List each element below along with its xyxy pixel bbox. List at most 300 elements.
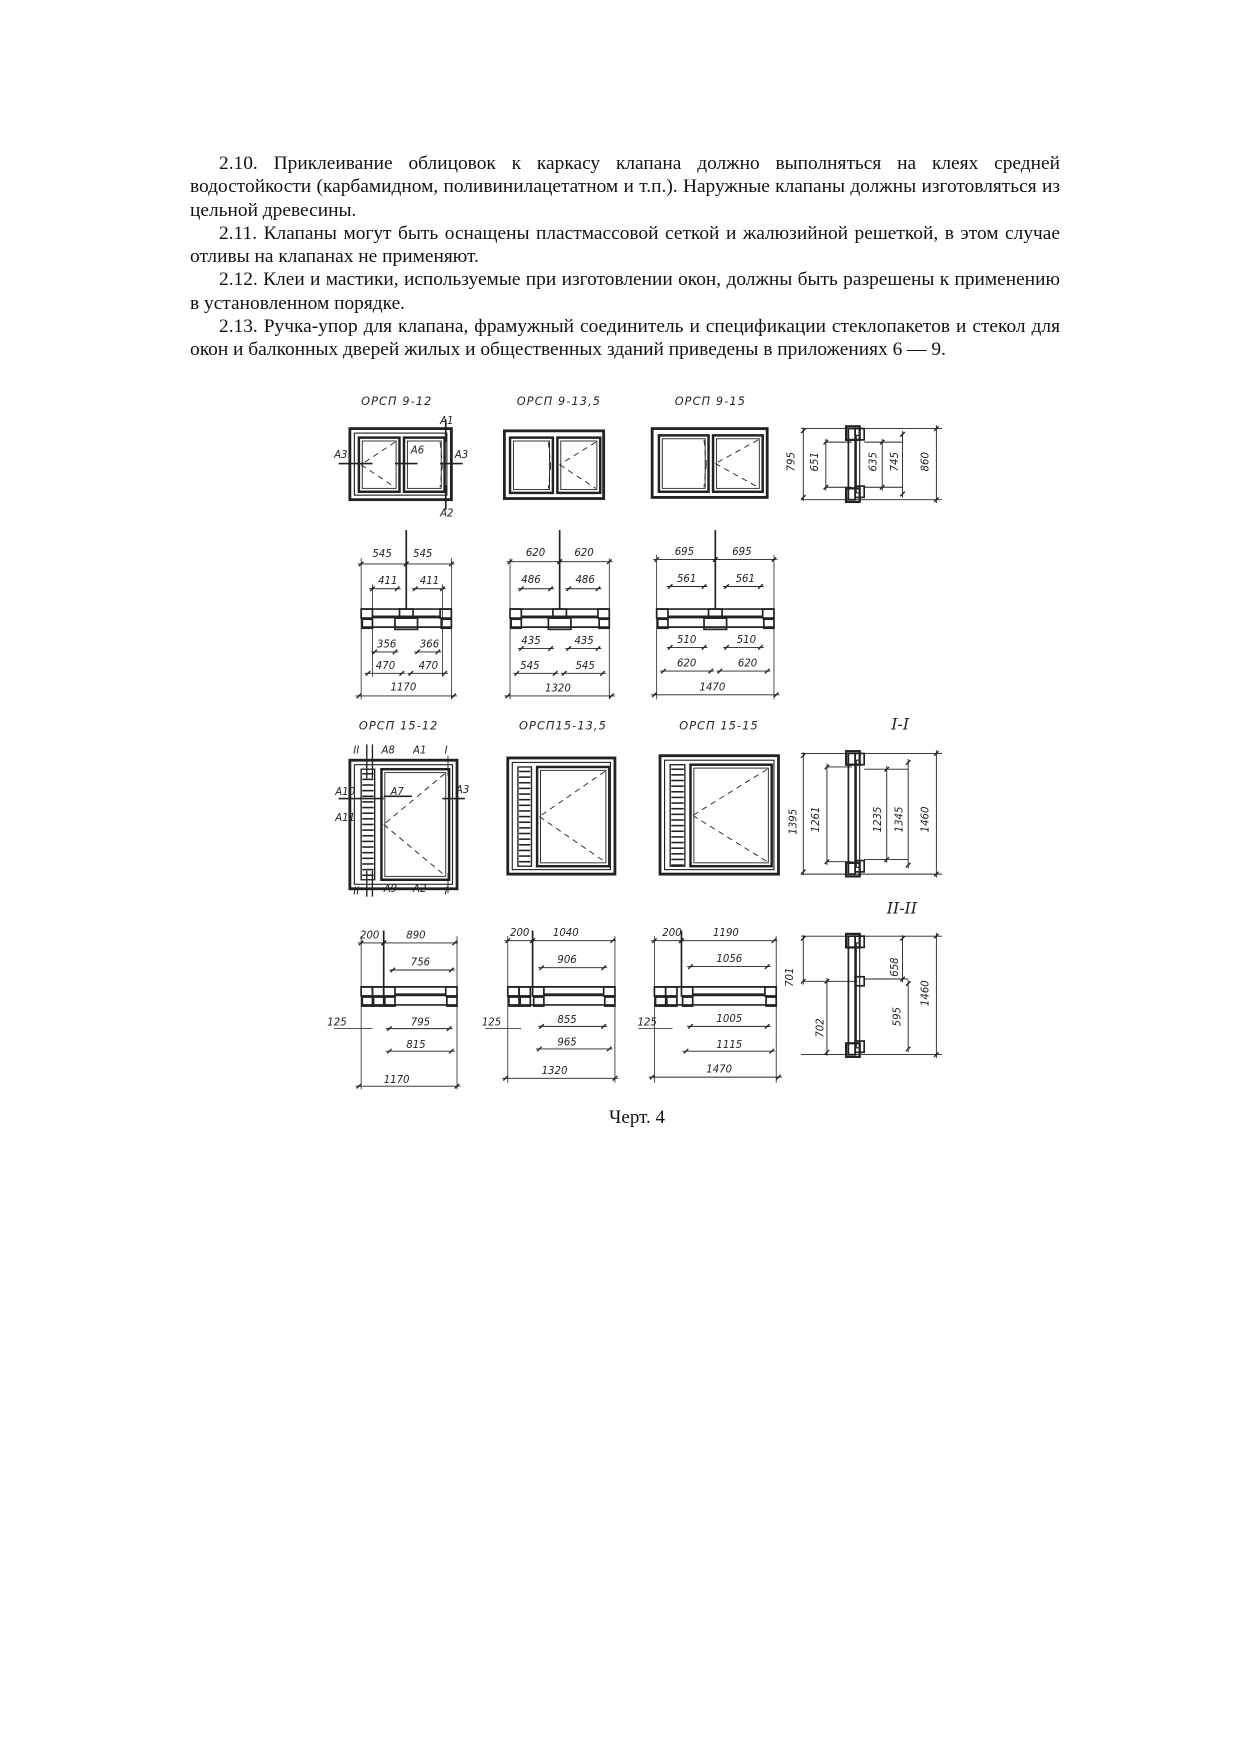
paragraph-2-12: 2.12. Клеи и мастики, используемые при изготовлении окон, должны быть разрешены к применению в установленном порядке. bbox=[190, 269, 1060, 314]
drawing-line bbox=[415, 650, 420, 655]
frame-rect bbox=[374, 997, 384, 1006]
frame-rect bbox=[604, 987, 615, 996]
frame-rect bbox=[683, 997, 693, 1006]
frame-rect bbox=[548, 618, 571, 629]
dim-label: 855 bbox=[557, 1014, 577, 1026]
frame-rect bbox=[846, 488, 860, 502]
dim-label: 561 bbox=[676, 573, 697, 585]
frame-rect bbox=[362, 441, 396, 488]
drawing-line bbox=[519, 587, 524, 592]
drawing-line bbox=[906, 760, 911, 765]
mark: A3 bbox=[455, 784, 470, 796]
drawing-line bbox=[934, 1052, 939, 1057]
drawing-line bbox=[652, 938, 657, 943]
mark: II bbox=[353, 745, 360, 757]
mark: A11 bbox=[335, 813, 356, 825]
mark: A3 bbox=[454, 449, 469, 461]
drawing-line bbox=[758, 645, 763, 650]
drawing-line bbox=[801, 936, 806, 941]
dim-label: 470 bbox=[418, 660, 439, 672]
frame-rect bbox=[855, 936, 864, 947]
dim-label: 1470 bbox=[706, 1064, 733, 1076]
frame-rect bbox=[681, 987, 692, 996]
drawing-line bbox=[566, 587, 571, 592]
drawing-line bbox=[539, 771, 604, 816]
frame-rect bbox=[855, 753, 864, 764]
frame-rect bbox=[446, 987, 457, 996]
drawing-line bbox=[548, 465, 550, 489]
drawing-line bbox=[609, 694, 614, 699]
dim-label: 200 bbox=[360, 930, 380, 942]
drawing-line bbox=[449, 1049, 454, 1054]
dim-label: 635 bbox=[868, 452, 880, 472]
frame-rect bbox=[704, 618, 727, 629]
frame-rect bbox=[763, 609, 774, 618]
frame-rect bbox=[846, 934, 860, 948]
drawing-line bbox=[702, 645, 707, 650]
mark: A2 bbox=[413, 884, 427, 896]
frame-rect bbox=[656, 997, 666, 1006]
drawing-line bbox=[688, 1024, 693, 1029]
title-orsp-15-12: ОРСП 15-12 bbox=[358, 719, 439, 733]
frame-rect bbox=[359, 438, 400, 492]
frame-rect bbox=[716, 439, 759, 489]
title-orsp-15-15: ОРСП 15-15 bbox=[679, 719, 759, 733]
frame-rect bbox=[855, 429, 864, 440]
frame-rect bbox=[561, 441, 597, 489]
drawing-line bbox=[596, 587, 601, 592]
frame-rect bbox=[856, 760, 859, 867]
drawing-line bbox=[715, 440, 758, 464]
drawing-line bbox=[825, 1050, 830, 1055]
drawing-line bbox=[825, 859, 830, 864]
drawing-line bbox=[566, 646, 571, 651]
frame-rect bbox=[407, 441, 441, 488]
dim-label: 1470 bbox=[699, 682, 726, 694]
drawing-line bbox=[684, 1049, 689, 1054]
frame-rect bbox=[765, 987, 776, 996]
frame-rect bbox=[766, 997, 776, 1006]
drawing-line bbox=[596, 646, 601, 651]
drawing-line bbox=[515, 671, 520, 676]
drawing-line bbox=[769, 1049, 774, 1054]
section-label-II: II-II bbox=[886, 898, 918, 918]
frame-rect bbox=[848, 936, 855, 1054]
drawing-line bbox=[934, 751, 939, 756]
frame-rect bbox=[361, 609, 372, 618]
frame-rect bbox=[519, 987, 530, 996]
dim-label: 1460 bbox=[920, 806, 932, 833]
dim-label: 651 bbox=[809, 452, 821, 472]
dim-label: 890 bbox=[406, 930, 426, 942]
drawing-line bbox=[668, 584, 673, 589]
drawing-line bbox=[449, 562, 454, 567]
dim-label: 1170 bbox=[383, 1074, 410, 1086]
drawing-line bbox=[404, 562, 409, 567]
dim-label: 545 bbox=[575, 660, 595, 672]
mark: A2 bbox=[440, 508, 454, 520]
frame-rect bbox=[659, 435, 709, 491]
drawing-line bbox=[539, 817, 604, 862]
drawing-line bbox=[601, 965, 606, 970]
dim-label: 702 bbox=[815, 1018, 827, 1038]
drawing-line bbox=[366, 671, 371, 676]
drawing-line bbox=[413, 587, 418, 592]
dim-label: 1395 bbox=[788, 808, 800, 835]
drawing-line bbox=[372, 650, 377, 655]
drawing-line bbox=[395, 587, 400, 592]
frame-rect bbox=[362, 997, 372, 1006]
frame-rect bbox=[662, 439, 705, 489]
dim-label: 545 bbox=[413, 549, 433, 561]
frame-rect bbox=[665, 760, 774, 869]
frame-rect bbox=[512, 762, 610, 869]
frame-rect bbox=[385, 773, 446, 877]
dim-label: 486 bbox=[521, 575, 541, 587]
dim-label: 561 bbox=[735, 573, 755, 585]
dim-label: 620 bbox=[676, 658, 697, 670]
drawing-line bbox=[384, 824, 445, 875]
dim-label: 1345 bbox=[894, 806, 906, 833]
drawing-line bbox=[370, 587, 375, 592]
drawing-line bbox=[361, 465, 395, 488]
dim-label: 545 bbox=[520, 660, 540, 672]
drawing-line bbox=[824, 440, 829, 445]
frame-rect bbox=[658, 619, 668, 628]
drawing-line bbox=[679, 938, 684, 943]
drawing-line bbox=[776, 1075, 781, 1080]
drawing-line bbox=[607, 1047, 612, 1052]
frame-rect bbox=[652, 429, 767, 498]
frame-rect bbox=[855, 1041, 864, 1052]
frame-rect bbox=[855, 486, 864, 497]
frame-rect bbox=[354, 433, 446, 495]
drawing-line bbox=[530, 938, 535, 943]
frame-rect bbox=[509, 997, 519, 1006]
dim-label: 1320 bbox=[541, 1065, 568, 1077]
frame-rect bbox=[518, 767, 532, 866]
dim-label: 620 bbox=[574, 548, 594, 560]
drawing-line bbox=[539, 1024, 544, 1029]
drawing-line bbox=[607, 559, 612, 564]
drawing-line bbox=[384, 774, 445, 825]
frame-rect bbox=[361, 769, 375, 880]
body-text bbox=[190, 152, 1060, 362]
frame-rect bbox=[534, 997, 544, 1006]
dim-label: 510 bbox=[676, 634, 697, 646]
frame-rect bbox=[856, 435, 859, 493]
drawing-line bbox=[906, 1047, 911, 1052]
dim-label: 620 bbox=[737, 658, 758, 670]
drawing-line bbox=[381, 941, 386, 946]
drawing-line bbox=[440, 465, 442, 488]
drawing-line bbox=[900, 432, 905, 437]
dim-label: 695 bbox=[674, 546, 695, 558]
mark: A7 bbox=[390, 787, 404, 799]
drawing-line bbox=[449, 968, 454, 973]
dim-label: 1115 bbox=[716, 1039, 743, 1051]
dim-label: 1235 bbox=[873, 806, 885, 833]
dim-label: 745 bbox=[890, 452, 902, 472]
dim-label: 860 bbox=[920, 452, 932, 472]
drawing-line bbox=[765, 964, 770, 969]
frame-rect bbox=[372, 987, 383, 996]
drawing-line bbox=[539, 965, 544, 970]
drawing-line bbox=[601, 1024, 606, 1029]
frame-rect bbox=[855, 861, 864, 872]
dim-label: 815 bbox=[406, 1039, 426, 1051]
frame-rect bbox=[713, 435, 763, 491]
drawing-line bbox=[688, 964, 693, 969]
drawing-line bbox=[825, 979, 830, 984]
drawing-line bbox=[880, 440, 885, 445]
frame-rect bbox=[399, 609, 413, 618]
dim-label: 1005 bbox=[716, 1013, 743, 1025]
drawing-line bbox=[713, 557, 718, 562]
drawing-line bbox=[724, 584, 729, 589]
dim-label: 435 bbox=[574, 636, 594, 648]
drawing-line bbox=[390, 968, 395, 973]
drawing-line bbox=[713, 557, 718, 562]
frame-rect bbox=[441, 619, 451, 628]
mark: A8 bbox=[381, 745, 395, 757]
dim-label: 200 bbox=[662, 928, 682, 940]
frame-rect bbox=[598, 609, 609, 618]
drawing-line bbox=[824, 485, 829, 490]
drawing-line bbox=[772, 557, 777, 562]
frame-rect bbox=[533, 987, 544, 996]
drawing-line bbox=[530, 938, 535, 943]
drawing-line bbox=[557, 559, 562, 564]
frame-rect bbox=[599, 619, 609, 628]
drawing-line bbox=[709, 669, 714, 674]
figure-caption: Черт. 4 bbox=[609, 1107, 665, 1128]
drawing-line bbox=[801, 870, 806, 875]
frame-rect bbox=[504, 431, 603, 499]
drawing-line bbox=[884, 767, 889, 772]
drawing-line bbox=[906, 863, 911, 868]
frame-rect bbox=[511, 619, 521, 628]
frame-rect bbox=[694, 768, 768, 863]
drawing-line bbox=[801, 429, 806, 434]
dim-label: 795 bbox=[786, 452, 798, 472]
drawing-line bbox=[548, 646, 553, 651]
drawing-line bbox=[774, 693, 779, 698]
frame-rect bbox=[846, 426, 860, 440]
mark: A3 bbox=[334, 449, 348, 461]
mark: A10 bbox=[335, 787, 356, 799]
frame-rect bbox=[764, 619, 774, 628]
drawing-line bbox=[519, 646, 524, 651]
drawing-line bbox=[765, 1024, 770, 1029]
dim-label: 1460 bbox=[920, 980, 932, 1007]
frame-rect bbox=[670, 765, 685, 867]
drawing-line bbox=[548, 442, 550, 465]
frame-rect bbox=[508, 758, 615, 874]
drawing-line bbox=[880, 485, 885, 490]
drawing-line bbox=[560, 442, 596, 465]
drawing-line bbox=[548, 587, 553, 592]
frame-rect bbox=[848, 753, 855, 874]
dim-label: 1170 bbox=[390, 682, 417, 694]
frame-rect bbox=[846, 751, 860, 765]
frame-rect bbox=[657, 609, 668, 618]
drawing-line bbox=[772, 938, 777, 943]
dim-label: 200 bbox=[510, 928, 530, 940]
mark: I bbox=[444, 745, 448, 757]
mark: II bbox=[353, 886, 360, 898]
drawing-line bbox=[453, 941, 458, 946]
mark: A1 bbox=[413, 745, 427, 757]
frame-rect bbox=[537, 767, 609, 866]
dim-label: 1040 bbox=[552, 928, 579, 940]
dim-label: 435 bbox=[521, 636, 541, 648]
drawing-line bbox=[801, 979, 806, 984]
drawing-line bbox=[934, 497, 939, 502]
drawing-line bbox=[557, 559, 562, 564]
frame-rect bbox=[508, 987, 519, 996]
mark: I bbox=[444, 886, 448, 898]
dim-label: 125 bbox=[637, 1017, 657, 1029]
frame-rect bbox=[557, 438, 600, 493]
dim-label: 510 bbox=[736, 634, 757, 646]
drawing-line bbox=[503, 1076, 508, 1081]
drawing-line bbox=[560, 465, 596, 489]
title-orsp-9-15: ОРСП 9-15 bbox=[674, 394, 747, 408]
drawing-line bbox=[508, 559, 513, 564]
drawing-line bbox=[613, 1076, 618, 1081]
drawing-line bbox=[801, 753, 806, 758]
drawing-line bbox=[693, 769, 767, 815]
drawing-line bbox=[724, 645, 729, 650]
dim-label: 545 bbox=[372, 549, 392, 561]
dim-label: 1190 bbox=[713, 928, 739, 940]
section-label-I: I-I bbox=[891, 714, 910, 734]
drawing-line bbox=[718, 669, 723, 674]
drawing-line bbox=[758, 584, 763, 589]
drawing-line bbox=[654, 557, 659, 562]
mark: A9 bbox=[383, 884, 398, 896]
dim-label: 658 bbox=[890, 957, 902, 977]
drawing-line bbox=[451, 694, 456, 699]
drawing-line bbox=[442, 671, 447, 676]
drawing-line bbox=[661, 669, 666, 674]
drawing-line bbox=[765, 669, 770, 674]
drawing-line bbox=[399, 671, 404, 676]
dim-label: 701 bbox=[785, 967, 797, 987]
frame-rect bbox=[660, 756, 778, 874]
frame-rect bbox=[361, 987, 372, 996]
dim-label: 411 bbox=[378, 576, 398, 588]
drawing-lines bbox=[334, 420, 942, 1090]
drawing-line bbox=[387, 1049, 392, 1054]
frame-rect bbox=[440, 609, 451, 618]
dim-label: 1056 bbox=[716, 954, 743, 966]
drawing-line bbox=[553, 671, 558, 676]
drawing-line bbox=[679, 938, 684, 943]
drawing-line bbox=[387, 1026, 392, 1031]
frame-rect bbox=[447, 997, 457, 1006]
frame-rect bbox=[404, 438, 445, 492]
dim-label: 756 bbox=[410, 957, 431, 969]
frame-rect bbox=[846, 1043, 860, 1057]
dim-label: 620 bbox=[525, 548, 546, 560]
frame-rect bbox=[856, 943, 859, 1048]
drawing-line bbox=[934, 426, 939, 431]
dim-label: 595 bbox=[892, 1007, 904, 1027]
dim-label: 125 bbox=[481, 1017, 502, 1029]
drawing-line bbox=[359, 562, 364, 567]
title-orsp-15-13-5: ОРСП15-13,5 bbox=[519, 719, 607, 733]
frame-rect bbox=[540, 770, 605, 862]
paragraph-2-10: 2.10. Приклеивание облицовок к каркасу клапана должно выполняться на клеях средней водостойкости (карбамидном, поливинилацетатном и т.п.). Наружные клапаны должны изготовляться из цельной древесины. bbox=[190, 153, 1060, 221]
drawing-line bbox=[884, 857, 889, 862]
drawing-line bbox=[668, 645, 673, 650]
drawing-line bbox=[650, 1075, 655, 1080]
paragraph-2-11: 2.11. Клапаны могут быть оснащены пластмассовой сеткой и жалюзийной решеткой, в этом случае отливы на клапанах не применяют. bbox=[190, 222, 1060, 268]
drawing-line bbox=[506, 694, 511, 699]
drawing-line bbox=[704, 464, 706, 488]
frame-rect bbox=[362, 619, 372, 628]
drawing-line bbox=[506, 938, 511, 943]
frame-rect bbox=[709, 609, 723, 618]
dim-label: 470 bbox=[375, 660, 396, 672]
frame-rect bbox=[553, 609, 567, 618]
drawing-line bbox=[562, 671, 567, 676]
drawing-line bbox=[436, 650, 441, 655]
drawing-line bbox=[900, 936, 905, 941]
frame-rect bbox=[510, 609, 521, 618]
frame-rect bbox=[513, 441, 549, 489]
drawing-line bbox=[537, 1047, 542, 1052]
frame-rect bbox=[855, 977, 864, 986]
dim-label: 1320 bbox=[544, 683, 571, 695]
frame-rect bbox=[605, 997, 615, 1006]
drawing-line bbox=[440, 587, 445, 592]
frame-rect bbox=[846, 863, 860, 877]
dim-label: 906 bbox=[557, 955, 577, 967]
drawing-line bbox=[357, 694, 362, 699]
drawing-line bbox=[906, 981, 911, 986]
frame-rect bbox=[520, 997, 530, 1006]
frame-rect bbox=[510, 438, 553, 493]
drawing-line bbox=[610, 938, 615, 943]
drawing-line bbox=[652, 693, 657, 698]
dim-label: 1261 bbox=[811, 806, 823, 833]
title-orsp-9-12: ОРСП 9-12 bbox=[361, 394, 433, 408]
drawing-line bbox=[393, 650, 398, 655]
drawing-line bbox=[900, 977, 905, 982]
drawing-line bbox=[715, 464, 758, 488]
frame-rect bbox=[848, 429, 855, 500]
drawing-line bbox=[825, 765, 830, 770]
frame-rect bbox=[666, 987, 677, 996]
drawing-line bbox=[361, 442, 395, 465]
paragraph-2-13: 2.13. Ручка-упор для клапана, фрамужный соединитель и спецификации стеклопакетов и стекол для окон и балконных дверей жилых и общественных зданий приведены в приложениях 6 — 9. bbox=[190, 316, 1060, 361]
title-orsp-9-13-5: ОРСП 9-13,5 bbox=[516, 394, 602, 408]
drawing-line bbox=[702, 584, 707, 589]
frame-rect bbox=[350, 760, 457, 889]
frame-rect bbox=[350, 429, 452, 500]
drawing-line bbox=[447, 1026, 452, 1031]
frame-rect bbox=[395, 618, 418, 629]
drawing-line bbox=[409, 671, 414, 676]
dim-label: 411 bbox=[419, 576, 440, 588]
dim-label: 125 bbox=[327, 1017, 347, 1029]
frame-rect bbox=[690, 765, 771, 867]
drawing-line bbox=[404, 562, 409, 567]
drawing-line bbox=[900, 492, 905, 497]
